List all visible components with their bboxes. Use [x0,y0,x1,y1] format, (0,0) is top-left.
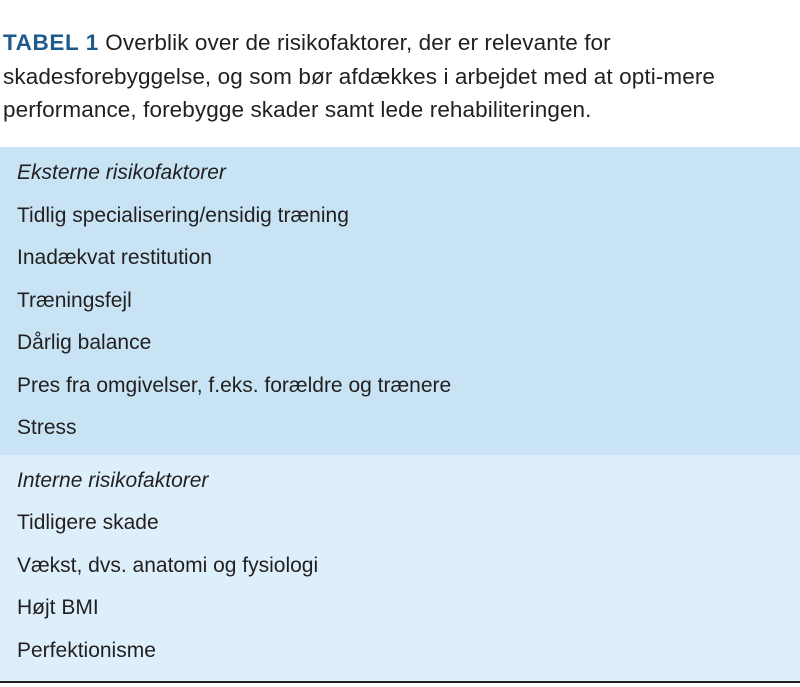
risk-factor-table [0,147,800,682]
table-row: Vækst, dvs. anatomi og fysiologi [17,553,319,577]
table-row: Dårlig balance [17,331,152,354]
internal-section-heading: Interne risikofaktorer [17,468,209,492]
bottom-rule [0,681,800,683]
internal-risk-section [0,455,800,683]
table-row: Perfektionisme [17,638,156,662]
external-section-heading: Eksterne risikofaktorer [17,161,226,184]
caption-text: Overblik over de risikofaktorer, der er relevante for skadesforebyggelse, og som bør afdækkes i arbejdet med at opti-mere performance, forebygge skader samt lede rehabiliteringen. [3,30,716,122]
external-risk-section [0,147,800,455]
table-caption [3,26,797,127]
table-label: TABEL 1 [3,30,99,55]
table-row: Højt BMI [17,596,99,619]
table-row: Pres fra omgivelser, f.eks. forældre og trænere [17,373,452,397]
table-row: Inadækvat restitution [17,246,212,269]
table-row: Tidlig specialisering/ensidig træning [17,203,349,227]
table-row: Tidligere skade [17,511,159,534]
table-row: Træningsfejl [17,288,132,312]
table-row: Stress [17,416,77,439]
